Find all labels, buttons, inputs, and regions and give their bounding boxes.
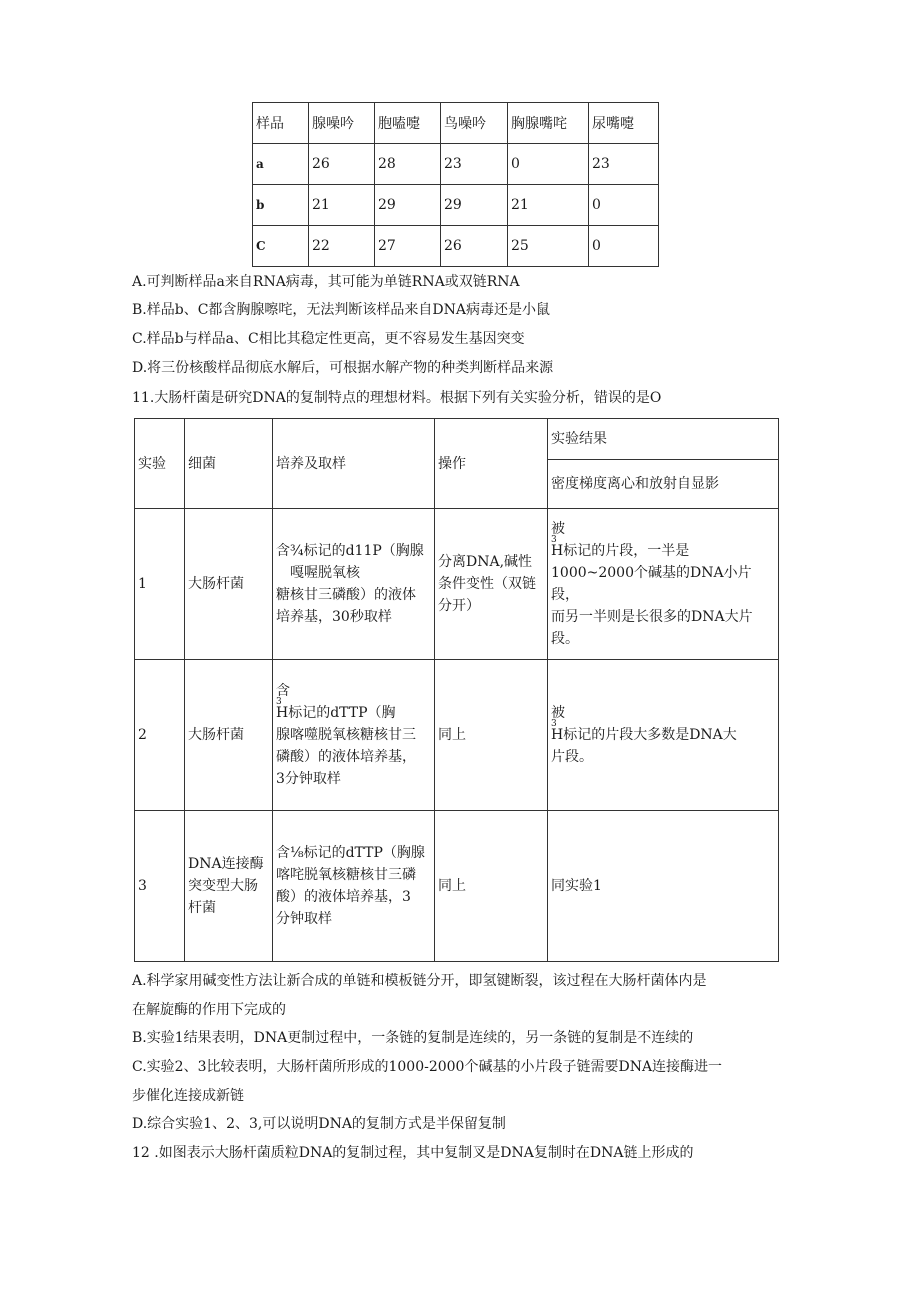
table-row <box>253 226 659 267</box>
table-cell: 22 <box>309 226 375 267</box>
row-label: C <box>253 226 309 267</box>
text-line: 条件变性（双链 <box>438 576 536 592</box>
header-cell: 样品 <box>253 103 309 144</box>
q11-option-a-line2: 在解旋酶的作用下完成的 <box>132 1002 286 1018</box>
table-cell: 29 <box>375 185 441 226</box>
bacteria-cell: 大肠杆菌 <box>185 660 273 811</box>
text-fragment: 被 <box>551 521 565 537</box>
text-fragment: H标记的dTTP（胸 <box>276 705 396 721</box>
text-line: 突变型大肠 <box>188 878 258 894</box>
bacteria-cell: 大肠杆菌 <box>185 509 273 660</box>
q11-option-b: B.实验1结果表明，DNA更制过程中，一条链的复制是连续的，另一条链的复制是不连续的 <box>132 1030 694 1046</box>
q11-option-c-line2: 步催化连接成新链 <box>132 1088 244 1104</box>
table-header-row <box>135 419 779 460</box>
header-cell: 腺噪吟 <box>309 103 375 144</box>
table-row <box>135 660 779 811</box>
text-line: 磷酸）的液体培养基， <box>276 749 416 765</box>
header-cell: 鸟噪吟 <box>441 103 508 144</box>
text-fragment: 含 <box>276 683 290 699</box>
text-line: 腺喀噬脱氧核糖核甘三 <box>276 727 416 743</box>
q11-stem: 11.大肠杆菌是研究DNA的复制特点的理想材料。根据下列有关实验分析，错误的是O <box>132 390 662 406</box>
header-cell: 尿嘴嚏 <box>589 103 659 144</box>
header-cell: 胸腺嘴咤 <box>508 103 589 144</box>
text-line: 培养基，30秒取样 <box>276 609 392 625</box>
table-row <box>135 509 779 660</box>
table-cell: 29 <box>441 185 508 226</box>
experiment-number: 1 <box>135 509 185 660</box>
table-cell: 23 <box>441 144 508 185</box>
text-line: 3分钟取样 <box>276 771 341 787</box>
text-line: 分开） <box>438 598 480 614</box>
operation-cell <box>435 509 548 660</box>
header-culture: 培养及取样 <box>273 419 435 509</box>
header-experiment: 实验 <box>135 419 185 509</box>
table-row <box>135 811 779 962</box>
text-line: DNA连接酶 <box>188 856 264 872</box>
operation-cell: 同上 <box>435 660 548 811</box>
text-line: 1000~2000个碱基的DNA小片段， <box>551 565 752 603</box>
text-line: 喀咤脱氧核糖核甘三磷 <box>276 867 416 883</box>
text-line: 杆菌 <box>188 900 216 916</box>
text-line: 酸）的液体培养基，3 <box>276 889 411 905</box>
culture-cell <box>273 509 435 660</box>
table-cell: 0 <box>589 226 659 267</box>
header-result-sub: 密度梯度离心和放射自显影 <box>548 460 779 509</box>
table-cell: 21 <box>309 185 375 226</box>
table-cell: 26 <box>441 226 508 267</box>
header-cell: 胞嗑嚏 <box>375 103 441 144</box>
text-line: 嘎喔脱氧核 <box>290 565 360 581</box>
text-line: 片段。 <box>551 749 593 765</box>
experiment-table <box>134 418 779 962</box>
result-cell <box>548 660 779 811</box>
text-line: 糖核甘三磷酸）的液体 <box>276 587 416 603</box>
header-result: 实验结果 <box>548 419 779 460</box>
q11-option-d: D.综合实验1、2、3,可以说明DNA的复制方式是半保留复制 <box>132 1116 506 1132</box>
result-cell: 同实验1 <box>548 811 779 962</box>
table-row <box>253 144 659 185</box>
table-cell: 25 <box>508 226 589 267</box>
header-operation: 操作 <box>435 419 548 509</box>
text-line: 分钟取样 <box>276 911 332 927</box>
result-cell <box>548 509 779 660</box>
culture-cell <box>273 660 435 811</box>
text-line: 被 3 H标记的片段，一半是 <box>551 518 778 562</box>
table-cell: 27 <box>375 226 441 267</box>
operation-cell: 同上 <box>435 811 548 962</box>
table-cell: 23 <box>589 144 659 185</box>
text-line: 含 3 H标记的dTTP（胸 <box>276 680 434 724</box>
bacteria-cell <box>185 811 273 962</box>
q11-option-a-line1: A.科学家用碱变性方法让新合成的单链和模板链分开，即氢键断裂，该过程在大肠杆菌体内是 <box>132 973 707 989</box>
culture-cell <box>273 811 435 962</box>
text-line: 被 3 H标记的片段大多数是DNA大 <box>551 702 778 746</box>
text-fragment: 被 <box>551 705 565 721</box>
table-row <box>253 185 659 226</box>
table-cell: 0 <box>589 185 659 226</box>
q10-option-a: A.可判断样品a来自RNA病毒，其可能为单链RNA或双链RNA <box>132 274 520 290</box>
text-line: 段。 <box>551 631 579 647</box>
text-fragment: H标记的片段，一半是 <box>551 543 690 559</box>
q10-option-b: B.样品b、C都含胸腺嚓咤，无法判断该样品来自DNA病毒还是小鼠 <box>132 302 550 318</box>
nucleotide-table <box>252 102 659 267</box>
q10-option-c: C.样品b与样品a、C相比其稳定性更高，更不容易发生基因突变 <box>132 331 525 347</box>
experiment-number: 2 <box>135 660 185 811</box>
row-label: b <box>253 185 309 226</box>
row-label: a <box>253 144 309 185</box>
q12-stem: 12 .如图表示大肠杆菌质粒DNA的复制过程，其中复制叉是DNA复制时在DNA链上形成的 <box>132 1145 694 1161</box>
text-line: 含⅛标记的dTTP（胸腺 <box>276 845 425 861</box>
text-line: 含¾标记的d11P（胸腺 <box>276 543 424 559</box>
experiment-number: 3 <box>135 811 185 962</box>
q10-option-d: D.将三份核酸样品彻底水解后，可根据水解产物的种类判断样品来源 <box>132 360 554 376</box>
text-line: 而另一半则是长很多的DNA大片 <box>551 609 753 625</box>
q11-option-c-line1: C.实验2、3比较表明，大肠杆菌所形成的1000-2000个碱基的小片段子链需要DNA连接酶进一 <box>132 1059 723 1075</box>
text-fragment: H标记的片段大多数是DNA大 <box>551 727 737 743</box>
table-cell: 0 <box>508 144 589 185</box>
table-header-row <box>253 103 659 144</box>
table-cell: 26 <box>309 144 375 185</box>
table-cell: 21 <box>508 185 589 226</box>
header-bacteria: 细菌 <box>185 419 273 509</box>
table-cell: 28 <box>375 144 441 185</box>
text-line: 分离DNA,碱性 <box>438 554 533 570</box>
